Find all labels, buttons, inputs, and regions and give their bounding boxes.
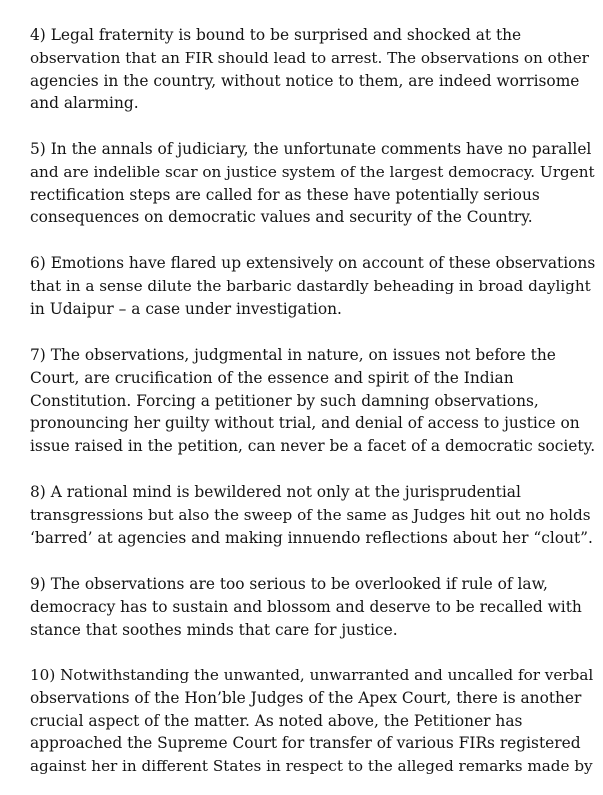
paragraph-line: ‘barred’ at agencies and making innuendo reflections about her “clout”. (30, 528, 593, 547)
paragraph-line: stance that soothes minds that care for justice. (30, 620, 398, 639)
paragraph-line: Court, are crucification of the essence and spirit of the Indian (30, 368, 514, 387)
paragraph-line: issue raised in the petition, can never be a facet of a democratic society. (30, 437, 596, 456)
paragraph-line: transgressions but also the sweep of the same as Judges hit out no holds (30, 505, 591, 524)
paragraph-line: rectification steps are called for as these have potentially serious (30, 185, 540, 204)
paragraph-line: consequences on democratic values and security of the Country. (30, 208, 533, 227)
paragraph-8 (30, 481, 593, 549)
paragraph-6 (30, 252, 596, 320)
paragraph-line: in Udaipur – a case under investigation. (30, 299, 342, 318)
paragraph-line: 9) The observations are too serious to be overlooked if rule of law, (30, 575, 548, 593)
paragraph-line: approached the Supreme Court for transfer of various FIRs registered (30, 734, 581, 753)
paragraph-line: 8) A rational mind is bewildered not only at the jurisprudential (30, 483, 521, 501)
paragraph-line: and alarming. (30, 94, 139, 113)
paragraph-5 (30, 138, 595, 229)
paragraph-line: and are indelible scar on justice system of the largest democracy. Urgent (30, 162, 595, 181)
paragraph-line: 10) Notwithstanding the unwanted, unwarranted and uncalled for verbal (30, 666, 594, 684)
paragraph-4 (30, 24, 590, 115)
paragraph-line: 7) The observations, judgmental in nature, on issues not before the (30, 346, 556, 364)
paragraph-line: Constitution. Forcing a petitioner by such damning observations, (30, 391, 539, 410)
paragraph-line: agencies in the country, without notice to them, are indeed worrisome (30, 71, 580, 90)
paragraph-line: 6) Emotions have flared up extensively on account of these observations (30, 254, 596, 272)
paragraph-line: observations of the Hon’ble Judges of the Apex Court, there is another (30, 688, 582, 707)
paragraph-line: that in a sense dilute the barbaric dastardly beheading in broad daylight (30, 276, 591, 295)
paragraph-line: observation that an FIR should lead to arrest. The observations on other (30, 48, 589, 67)
paragraph-10 (30, 664, 594, 778)
paragraph-line: crucial aspect of the matter. As noted above, the Petitioner has (30, 711, 523, 730)
paragraph-line: 5) In the annals of judiciary, the unfortunate comments have no parallel (30, 140, 592, 158)
paragraph-line: against her in different States in respect to the alleged remarks made by (30, 757, 593, 776)
paragraph-9 (30, 573, 590, 641)
paragraph-line: democracy has to sustain and blossom and deserve to be recalled with (30, 597, 582, 616)
paragraph-7 (30, 344, 596, 458)
paragraph-line: pronouncing her guilty without trial, and denial of access to justice on (30, 414, 580, 433)
paragraph-line: 4) Legal fraternity is bound to be surprised and shocked at the (30, 26, 522, 44)
